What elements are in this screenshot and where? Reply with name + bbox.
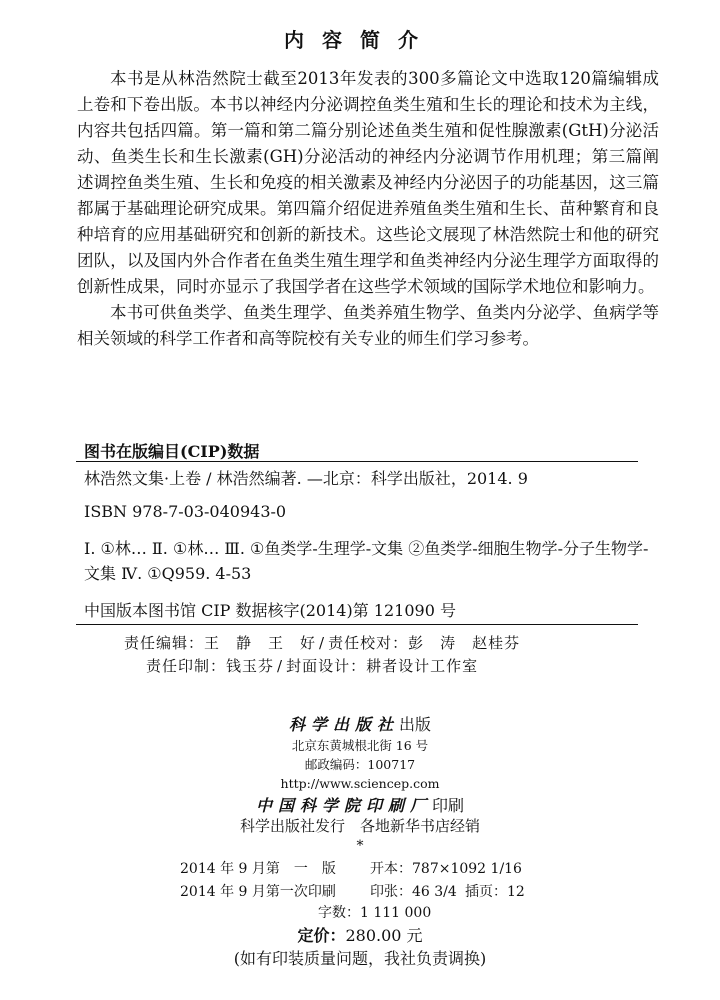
intro-paragraph-1: 本书是从林浩然院士截至2013年发表的300多篇论文中选取120篇编辑成上卷和下卷出版。本书以神经内分泌调控鱼类生殖和生长的理论和技术为主线，内容共包括四篇。第一篇和第二篇分别论述鱼类生殖和促性腺激素(GtH)分泌活动、鱼类生长和生长激素(GH)分泌活动的神经内分泌调节作用机理；第三篇阐述调控鱼类生殖、生长和免疫的相关激素及神经内分泌因子的功能基因，这三篇都属于基础理论研究成果。第四篇介绍促进养殖鱼类生殖和生长、苗种繁育和良种培育的应用基础研究和创新的新技术。这些论文展现了林浩然院士和他的研究团队，以及国内外合作者在鱼类生殖生理学和鱼类神经内分泌生理学方面取得的创新性成果，同时亦显示了我国学者在这些学术领域的国际学术地位和影响力。 [77, 69, 659, 296]
cip-heading: 图书在版编目(CIP)数据 [84, 442, 260, 461]
credits-line-1 [124, 632, 520, 653]
design-label: 封面设计： [286, 657, 367, 675]
intro-section [77, 66, 659, 352]
intro-paragraph-2: 本书可供鱼类学、鱼类生理学、鱼类养殖生物学、鱼类内分泌学、鱼病学等相关领域的科学工作者和高等院校有关专业的师生们学习参考。 [77, 303, 659, 348]
publisher-line [0, 712, 720, 735]
printer-line [0, 793, 720, 816]
cip-entry: 林浩然文集·上卷 / 林浩然编著. —北京：科学出版社，2014. 9 [84, 469, 528, 488]
print-label: 责任印制： [146, 657, 227, 675]
editor-label: 责任编辑： [124, 634, 205, 652]
proof-label: 责任校对： [328, 634, 409, 652]
publisher-address: 北京东黄城根北街 16 号 [291, 738, 429, 753]
spec-row-1 [180, 858, 522, 878]
proofreaders: 彭 涛 赵桂芬 [408, 634, 521, 652]
cip-isbn: ISBN 978-7-03-040943-0 [84, 502, 287, 521]
publisher-suffix: 出版 [399, 715, 432, 734]
spec-row-2 [180, 881, 525, 901]
edition: 2014 年 9 月第 一 版 [180, 861, 336, 877]
sheets: 印张：46 3/4 [370, 884, 457, 900]
editors: 王 静 王 好 [204, 634, 317, 652]
price-label: 定价： [297, 926, 346, 945]
printer-suffix: 印刷 [432, 796, 465, 815]
page-title: 内容简介 [284, 28, 436, 52]
printer-name: 中国科学院印刷厂 [255, 796, 432, 815]
price-line [0, 923, 720, 946]
credits-line-2 [146, 655, 478, 676]
credit-separator: / [277, 657, 284, 675]
word-count: 字数：1 111 000 [318, 905, 432, 921]
distribution-line: 科学出版社发行 各地新华书店经销 [239, 817, 480, 835]
designer: 耕者设计工作室 [366, 657, 479, 675]
format: 开本：787×1092 1/16 [370, 861, 522, 877]
credit-separator: / [319, 634, 326, 652]
divider-star: * [356, 838, 364, 854]
printing: 2014 年 9 月第一次印刷 [180, 884, 336, 900]
spec-row-3 [318, 902, 431, 922]
cip-verification: 中国版本图书馆 CIP 数据核字(2014)第 121090 号 [84, 601, 456, 620]
plates: 插页：12 [465, 884, 525, 900]
publisher-postcode: 邮政编码：100717 [304, 757, 416, 772]
cip-classification: Ⅰ. ①林… Ⅱ. ①林… Ⅲ. ①鱼类学-生理学-文集 ②鱼类学-细胞生物学-分子生物学-文集 Ⅳ. ①Q959. 4-53 [84, 539, 649, 583]
print-manager: 钱玉芬 [226, 657, 275, 675]
cip-top-rule [76, 461, 638, 462]
publisher-website: http://www.sciencep.com [280, 776, 440, 791]
cip-bottom-rule [76, 624, 638, 625]
publisher-name: 科学出版社 [288, 715, 399, 734]
quality-notice: (如有印装质量问题，我社负责调换) [233, 949, 487, 968]
price-value: 280.00 元 [345, 926, 423, 945]
